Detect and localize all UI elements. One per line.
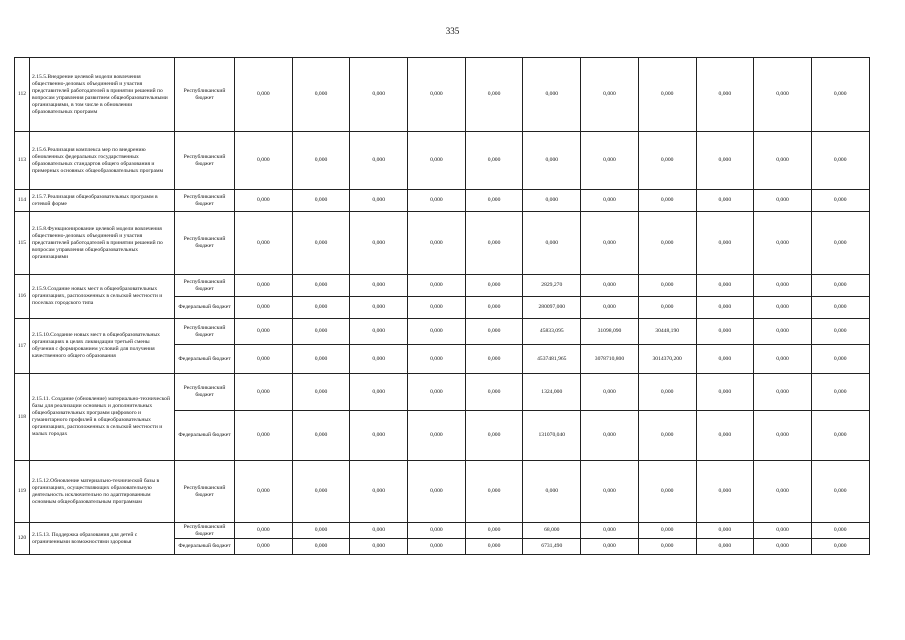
amount-cell: 0,000: [350, 539, 408, 555]
amount-cell: 0,000: [638, 411, 696, 461]
amount-cell: 0,000: [292, 374, 350, 411]
amount-cell: 0,000: [235, 319, 293, 345]
amount-cell: 0,000: [235, 297, 293, 319]
amount-cell: 0,000: [754, 539, 812, 555]
amount-cell: 0,000: [696, 523, 754, 539]
amount-cell: 0,000: [523, 58, 581, 132]
amount-cell: 0,000: [408, 319, 466, 345]
page-number: 335: [445, 26, 460, 36]
amount-cell: 0,000: [350, 132, 408, 190]
amount-cell: 0,000: [408, 411, 466, 461]
amount-cell: 0,000: [696, 58, 754, 132]
amount-cell: 0,000: [235, 345, 293, 374]
amount-cell: 0,000: [408, 345, 466, 374]
amount-cell: 0,000: [754, 374, 812, 411]
amount-cell: 0,000: [811, 411, 869, 461]
funding-source: Республиканский бюджет: [175, 461, 235, 523]
amount-cell: 0,000: [523, 461, 581, 523]
amount-cell: 0,000: [581, 411, 639, 461]
funding-source: Республиканский бюджет: [175, 374, 235, 411]
row-number: 120: [15, 523, 30, 555]
amount-cell: 0,000: [408, 275, 466, 297]
amount-cell: 0,000: [811, 132, 869, 190]
amount-cell: 0,000: [292, 523, 350, 539]
amount-cell: 0,000: [235, 461, 293, 523]
amount-cell: 280097,000: [523, 297, 581, 319]
amount-cell: 0,000: [523, 132, 581, 190]
table-row: [15, 212, 870, 275]
amount-cell: 0,000: [292, 461, 350, 523]
amount-cell: 0,000: [754, 58, 812, 132]
amount-cell: 0,000: [638, 461, 696, 523]
amount-cell: 0,000: [350, 275, 408, 297]
funding-source: Федеральный бюджет: [175, 345, 235, 374]
table-row: [15, 275, 870, 297]
amount-cell: 0,000: [465, 461, 523, 523]
amount-cell: 0,000: [350, 212, 408, 275]
amount-cell: 0,000: [235, 374, 293, 411]
amount-cell: 0,000: [408, 212, 466, 275]
amount-cell: 0,000: [235, 275, 293, 297]
amount-cell: 0,000: [754, 319, 812, 345]
amount-cell: 0,000: [581, 523, 639, 539]
amount-cell: 0,000: [811, 212, 869, 275]
amount-cell: 0,000: [581, 275, 639, 297]
funding-source: Федеральный бюджет: [175, 411, 235, 461]
row-number: 113: [15, 132, 30, 190]
amount-cell: 0,000: [465, 345, 523, 374]
amount-cell: 0,000: [350, 319, 408, 345]
amount-cell: 0,000: [408, 374, 466, 411]
amount-cell: 131070,040: [523, 411, 581, 461]
amount-cell: 0,000: [581, 297, 639, 319]
table-row: [15, 523, 870, 539]
amount-cell: 0,000: [408, 58, 466, 132]
amount-cell: 0,000: [292, 297, 350, 319]
amount-cell: 0,000: [638, 374, 696, 411]
amount-cell: 0,000: [408, 523, 466, 539]
table-row: [15, 319, 870, 345]
row-number: 117: [15, 319, 30, 374]
funding-source: Республиканский бюджет: [175, 58, 235, 132]
amount-cell: 0,000: [292, 319, 350, 345]
amount-cell: 0,000: [811, 319, 869, 345]
amount-cell: 0,000: [696, 345, 754, 374]
amount-cell: 0,000: [638, 275, 696, 297]
amount-cell: 4537481,965: [523, 345, 581, 374]
amount-cell: 3078710,800: [581, 345, 639, 374]
amount-cell: 0,000: [465, 190, 523, 212]
amount-cell: 0,000: [581, 461, 639, 523]
amount-cell: 31098,090: [581, 319, 639, 345]
amount-cell: 0,000: [408, 461, 466, 523]
amount-cell: 0,000: [754, 212, 812, 275]
amount-cell: 0,000: [754, 297, 812, 319]
amount-cell: 0,000: [465, 374, 523, 411]
amount-cell: 0,000: [235, 523, 293, 539]
amount-cell: 0,000: [292, 132, 350, 190]
amount-cell: 0,000: [581, 132, 639, 190]
amount-cell: 0,000: [754, 190, 812, 212]
row-number: 119: [15, 461, 30, 523]
amount-cell: 0,000: [581, 212, 639, 275]
amount-cell: 0,000: [696, 297, 754, 319]
funding-source: Республиканский бюджет: [175, 132, 235, 190]
measure-name: 2.15.7.Реализация общеобразовательных программ в сетевой форме: [30, 190, 175, 212]
amount-cell: 0,000: [408, 132, 466, 190]
amount-cell: 45833,095: [523, 319, 581, 345]
amount-cell: 0,000: [350, 523, 408, 539]
amount-cell: 0,000: [696, 374, 754, 411]
amount-cell: 0,000: [811, 539, 869, 555]
amount-cell: 0,000: [350, 411, 408, 461]
amount-cell: 0,000: [696, 461, 754, 523]
amount-cell: 0,000: [581, 58, 639, 132]
amount-cell: 0,000: [811, 275, 869, 297]
amount-cell: 0,000: [350, 345, 408, 374]
amount-cell: 0,000: [465, 132, 523, 190]
amount-cell: 0,000: [696, 275, 754, 297]
amount-cell: 0,000: [811, 297, 869, 319]
amount-cell: 0,000: [350, 461, 408, 523]
amount-cell: 0,000: [754, 275, 812, 297]
amount-cell: 0,000: [638, 523, 696, 539]
row-number: 116: [15, 275, 30, 319]
amount-cell: 0,000: [408, 190, 466, 212]
amount-cell: 6731,490: [523, 539, 581, 555]
amount-cell: 0,000: [235, 411, 293, 461]
amount-cell: 0,000: [696, 319, 754, 345]
amount-cell: 0,000: [350, 190, 408, 212]
amount-cell: 0,000: [754, 461, 812, 523]
amount-cell: 0,000: [465, 297, 523, 319]
amount-cell: 0,000: [292, 58, 350, 132]
amount-cell: 0,000: [638, 539, 696, 555]
amount-cell: 30448,190: [638, 319, 696, 345]
measure-name: 2.15.9.Создание новых мест в общеобразовательных организациях, расположенных в сельской местности и поселках городского типа: [30, 275, 175, 319]
amount-cell: 0,000: [811, 523, 869, 539]
amount-cell: 0,000: [696, 132, 754, 190]
amount-cell: 0,000: [235, 132, 293, 190]
measure-name: 2.15.10.Создание новых мест в общеобразовательных организациях в целях ликвидации третьей смены обучения с формированием условий для получения качественного общего образования: [30, 319, 175, 374]
amount-cell: 0,000: [408, 539, 466, 555]
amount-cell: 0,000: [696, 190, 754, 212]
amount-cell: 0,000: [638, 190, 696, 212]
funding-source: Федеральный бюджет: [175, 297, 235, 319]
table-row: [15, 374, 870, 411]
amount-cell: 0,000: [638, 58, 696, 132]
measure-name: 2.15.8.Функционирование целевой модели вовлечения общественно-деловых объединений и участия представителей работодателей в принятии решений по вопросам управления общеобразовательных организациями: [30, 212, 175, 275]
measure-name: 2.15.6.Реализация комплекса мер по внедрению обновленных федеральных государственных образовательных стандартов общего образования и примерных основных общеобразовательных программ: [30, 132, 175, 190]
funding-source: Республиканский бюджет: [175, 212, 235, 275]
amount-cell: 0,000: [465, 539, 523, 555]
amount-cell: 0,000: [581, 374, 639, 411]
amount-cell: 0,000: [811, 461, 869, 523]
amount-cell: 0,000: [638, 132, 696, 190]
amount-cell: 0,000: [638, 297, 696, 319]
amount-cell: 0,000: [811, 374, 869, 411]
amount-cell: 0,000: [292, 345, 350, 374]
amount-cell: 0,000: [465, 523, 523, 539]
amount-cell: 0,000: [754, 345, 812, 374]
amount-cell: 0,000: [465, 411, 523, 461]
table-row: [15, 58, 870, 132]
amount-cell: 0,000: [581, 539, 639, 555]
amount-cell: 0,000: [350, 374, 408, 411]
funding-source: Республиканский бюджет: [175, 319, 235, 345]
measure-name: 2.15.13. Поддержка образования для детей с ограниченными возможностями здоровья: [30, 523, 175, 555]
amount-cell: 0,000: [523, 190, 581, 212]
row-number: 114: [15, 190, 30, 212]
row-number: 115: [15, 212, 30, 275]
amount-cell: 0,000: [811, 58, 869, 132]
amount-cell: 2829,270: [523, 275, 581, 297]
budget-table: [14, 57, 870, 555]
amount-cell: 0,000: [408, 297, 466, 319]
amount-cell: 0,000: [465, 275, 523, 297]
amount-cell: 1324,000: [523, 374, 581, 411]
amount-cell: 0,000: [754, 523, 812, 539]
amount-cell: 0,000: [754, 411, 812, 461]
amount-cell: 0,000: [581, 190, 639, 212]
row-number: 118: [15, 374, 30, 461]
amount-cell: 0,000: [292, 411, 350, 461]
table-row: [15, 132, 870, 190]
measure-name: 2.15.12.Обновление материально-технической базы в организациях, осуществляющих образовательную деятельность исключительно по адаптированным основным общеобразовательным программам: [30, 461, 175, 523]
amount-cell: 0,000: [696, 411, 754, 461]
amount-cell: 0,000: [350, 58, 408, 132]
funding-source: Республиканский бюджет: [175, 190, 235, 212]
amount-cell: 0,000: [811, 345, 869, 374]
amount-cell: 0,000: [292, 212, 350, 275]
amount-cell: 0,000: [465, 58, 523, 132]
amount-cell: 0,000: [292, 275, 350, 297]
funding-source: Республиканский бюджет: [175, 523, 235, 539]
amount-cell: 0,000: [696, 539, 754, 555]
amount-cell: 0,000: [235, 212, 293, 275]
amount-cell: 0,000: [235, 190, 293, 212]
amount-cell: 0,000: [465, 319, 523, 345]
amount-cell: 0,000: [811, 190, 869, 212]
amount-cell: 0,000: [465, 212, 523, 275]
amount-cell: 0,000: [696, 212, 754, 275]
measure-name: 2.15.5.Внедрение целевой модели вовлечения общественно-деловых объединений и участия представителей работодателей в принятии решений по вопросам управления развитием общеобразовательными организациями, в том числе в обновлении образовательных программ: [30, 58, 175, 132]
funding-source: Федеральный бюджет: [175, 539, 235, 555]
amount-cell: 0,000: [523, 212, 581, 275]
amount-cell: 68,000: [523, 523, 581, 539]
table-row: [15, 190, 870, 212]
amount-cell: 0,000: [292, 539, 350, 555]
amount-cell: 0,000: [292, 190, 350, 212]
funding-source: Республиканский бюджет: [175, 275, 235, 297]
amount-cell: 0,000: [235, 58, 293, 132]
amount-cell: 0,000: [235, 539, 293, 555]
table-row: [15, 461, 870, 523]
measure-name: 2.15.11. Создание (обновление) материально-технической базы для реализации основных и дополнительных общеобразовательных программ цифрового и гуманитарного профилей в общеобразовательных организациях, расположенных в сельской местности и малых городах: [30, 374, 175, 461]
amount-cell: 0,000: [754, 132, 812, 190]
amount-cell: 3014370,200: [638, 345, 696, 374]
amount-cell: 0,000: [350, 297, 408, 319]
amount-cell: 0,000: [638, 212, 696, 275]
row-number: 112: [15, 58, 30, 132]
